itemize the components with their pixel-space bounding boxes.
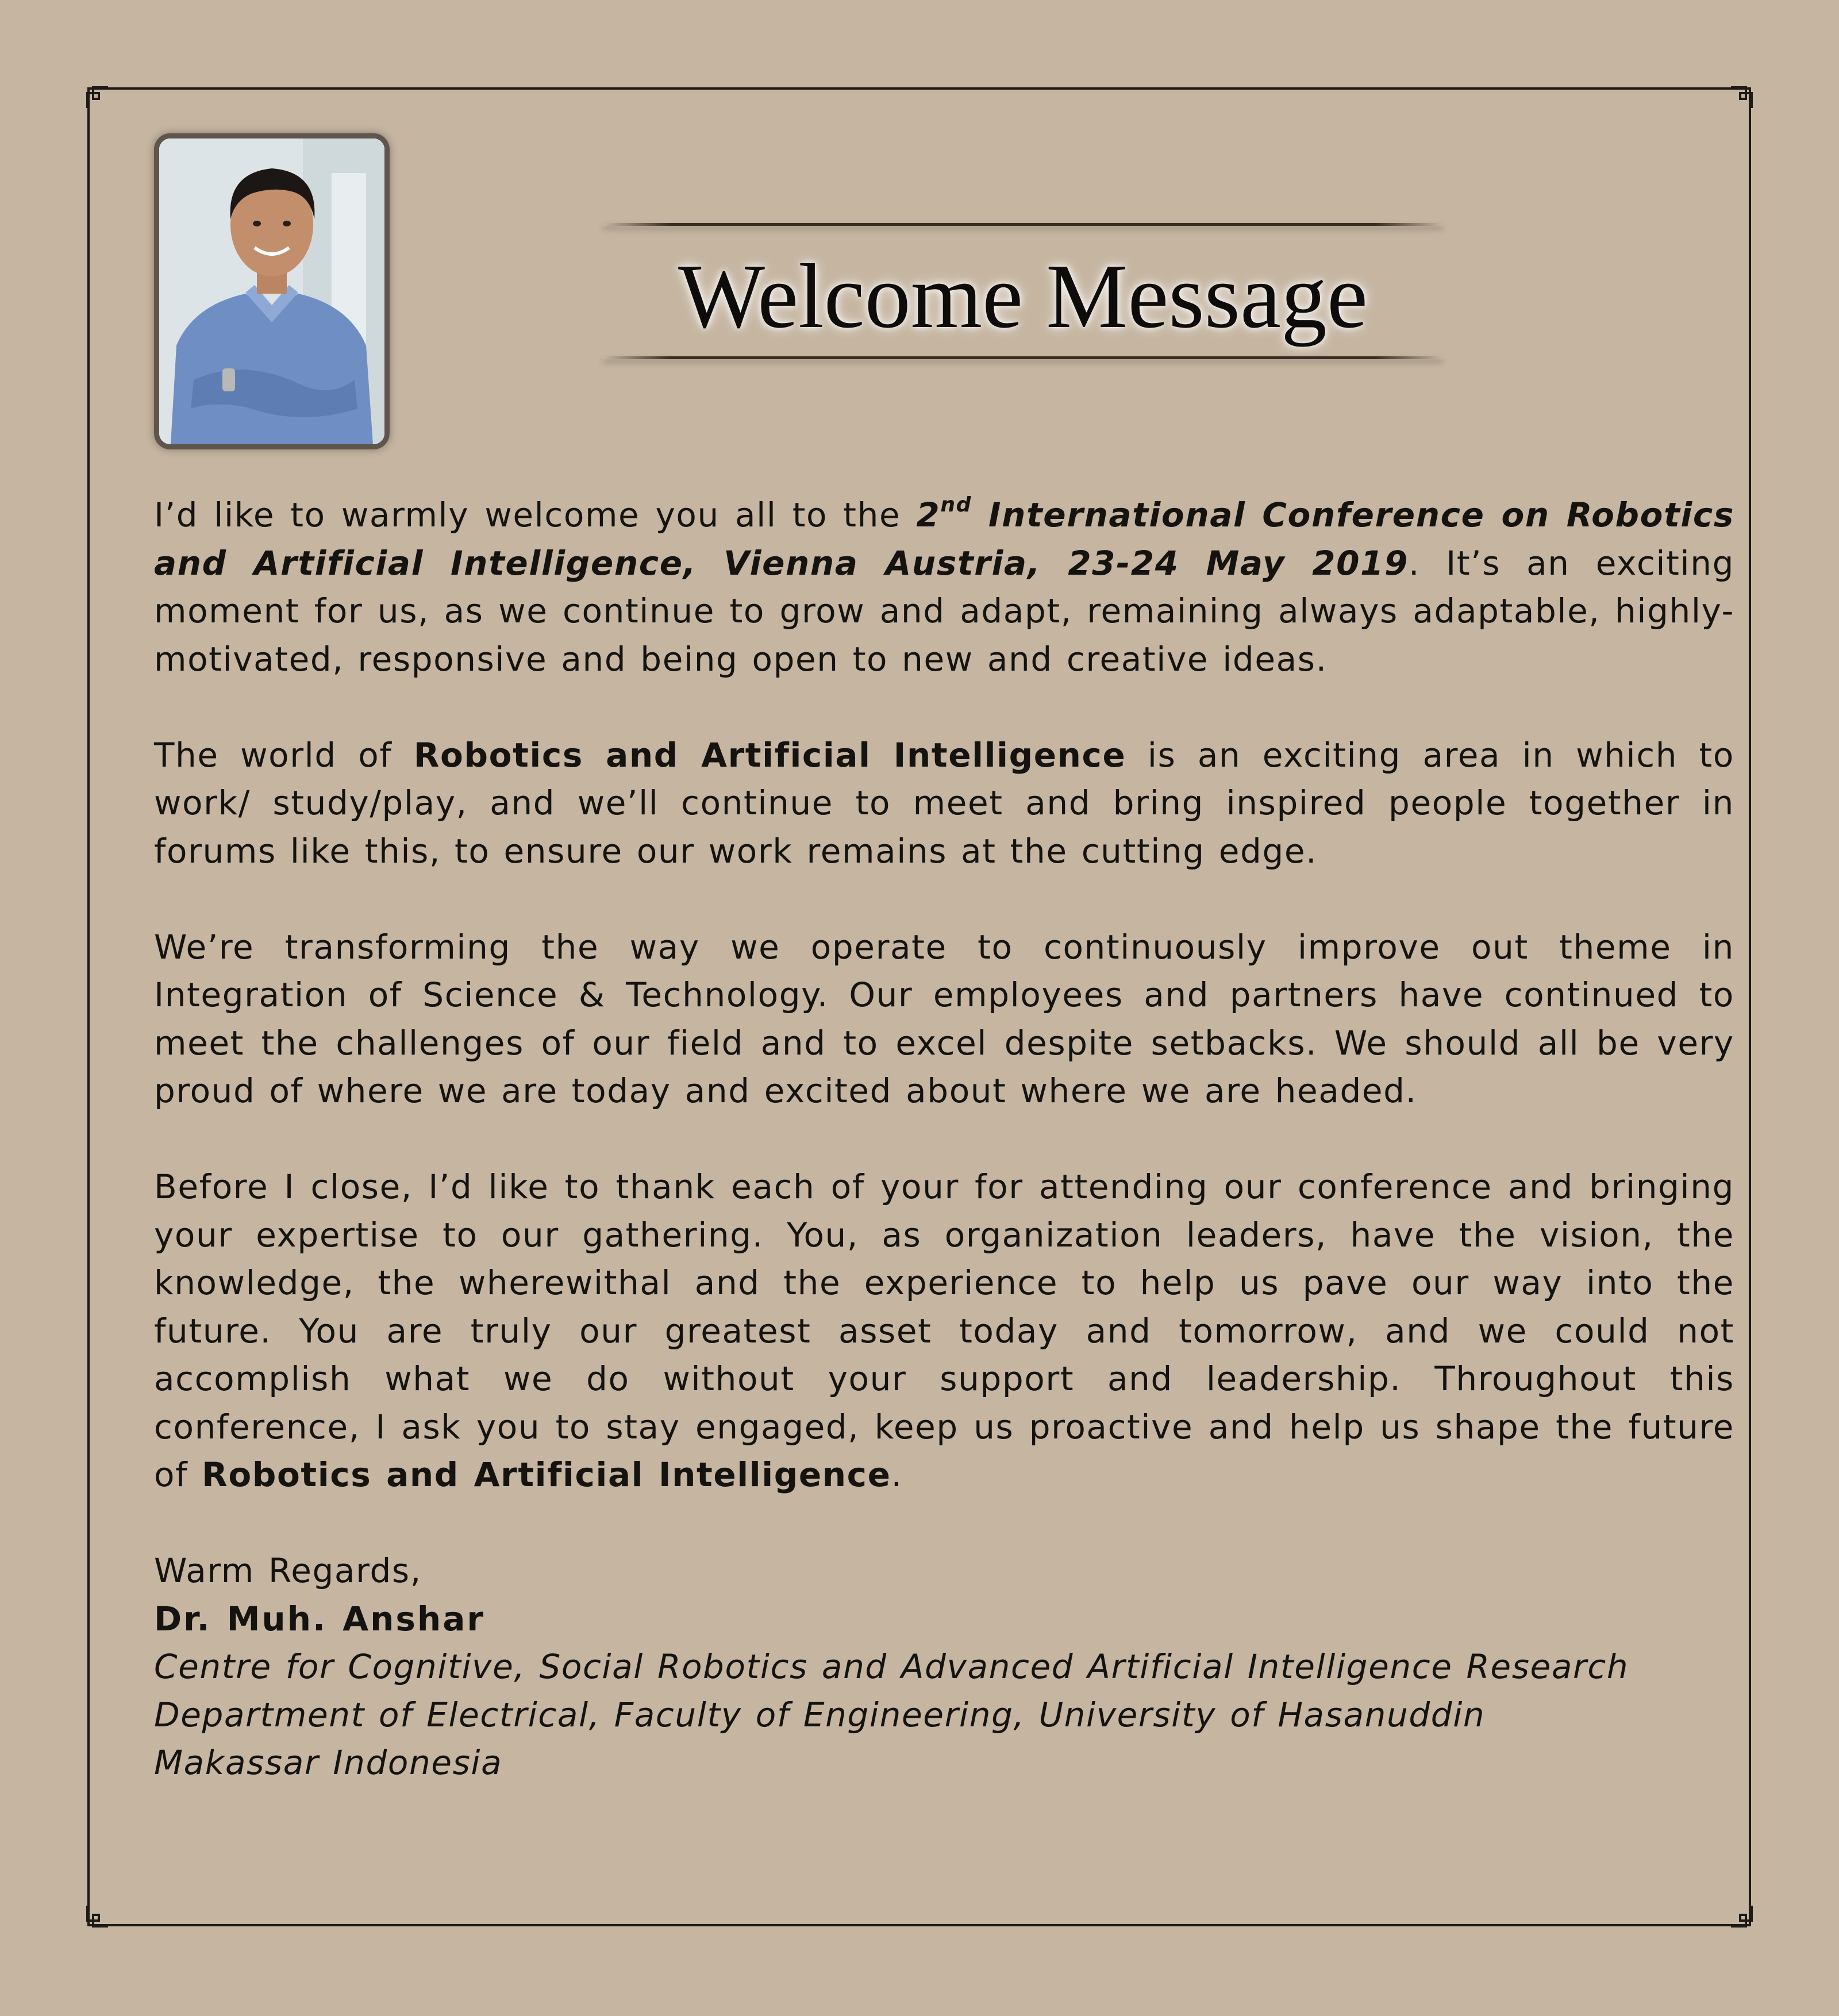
signature-affiliation-2: Department of Electrical, Faculty of Engineering, University of Hasanuddin bbox=[154, 1695, 1486, 1734]
frame-corner-ornament bbox=[1728, 84, 1755, 111]
paragraph-2 bbox=[154, 732, 1734, 876]
signature-affiliation-1: Centre for Cognitive, Social Robotics and Advanced Artificial Intelligence Research bbox=[154, 1647, 1629, 1686]
title-rule-bottom bbox=[603, 356, 1442, 359]
p2-lead: The world of bbox=[154, 735, 414, 775]
p2-rest: is an exciting area in which to work/ study/play, and we’ll continue to meet and bring inspired people together in forums like this, to ensure our work remains at the cutting edge. bbox=[154, 735, 1734, 871]
conference-title: International Conference on Robotics and Artificial Intelligence, Vienna Austria, 23-24 May 2019 bbox=[154, 495, 1734, 583]
title-rule-top bbox=[603, 223, 1442, 226]
p1-rest: . It’s an exciting moment for us, as we continue to grow and adapt, remaining always adaptable, highly-motivated, responsive and being open to new and creative ideas. bbox=[154, 543, 1734, 679]
p1-lead: I’d like to warmly welcome you all to the bbox=[154, 495, 917, 534]
author-portrait bbox=[154, 133, 390, 449]
p4-end: . bbox=[891, 1455, 903, 1494]
p4-lead: Before I close, I’d like to thank each of your for attending our conference and bringing your expertise to our gathering. You, as organization leaders, have the vision, the knowledge, the wherewithal and the experience to help us pave our way into the future. You are truly our greatest asset today and tomorrow, and we could not accomplish what we do without your support and leadership. Throughout this conference, I ask you to stay engaged, keep us proactive and help us shape the future of bbox=[154, 1167, 1734, 1494]
paragraph-4 bbox=[154, 1163, 1734, 1499]
signature-closing: Warm Regards, bbox=[154, 1551, 422, 1590]
message-body bbox=[154, 491, 1734, 1787]
page-title: Welcome Message bbox=[678, 245, 1368, 347]
p4-bold-topic: Robotics and Artificial Intelligence bbox=[202, 1455, 891, 1494]
signature-affiliation-3: Makassar Indonesia bbox=[154, 1743, 503, 1782]
paragraph-1 bbox=[154, 491, 1734, 683]
conference-ordinal-suffix: nd bbox=[940, 493, 972, 517]
conference-ordinal: 2 bbox=[916, 495, 941, 534]
p3-text: We’re transforming the way we operate to continuously improve out theme in Integration of Science & Technology. Our employees and partners have continued to meet the challenges of our field and to excel despite setbacks. We should all be very proud of where we are today and excited about where we are headed. bbox=[154, 927, 1734, 1110]
p2-bold-topic: Robotics and Artificial Intelligence bbox=[413, 735, 1126, 775]
title-block bbox=[598, 218, 1448, 368]
frame-corner-ornament bbox=[1728, 1902, 1755, 1930]
signature-block bbox=[154, 1547, 1734, 1787]
paragraph-3 bbox=[154, 924, 1734, 1115]
frame-corner-ornament bbox=[84, 84, 111, 111]
frame-corner-ornament bbox=[84, 1902, 111, 1930]
signature-name: Dr. Muh. Anshar bbox=[154, 1599, 485, 1638]
